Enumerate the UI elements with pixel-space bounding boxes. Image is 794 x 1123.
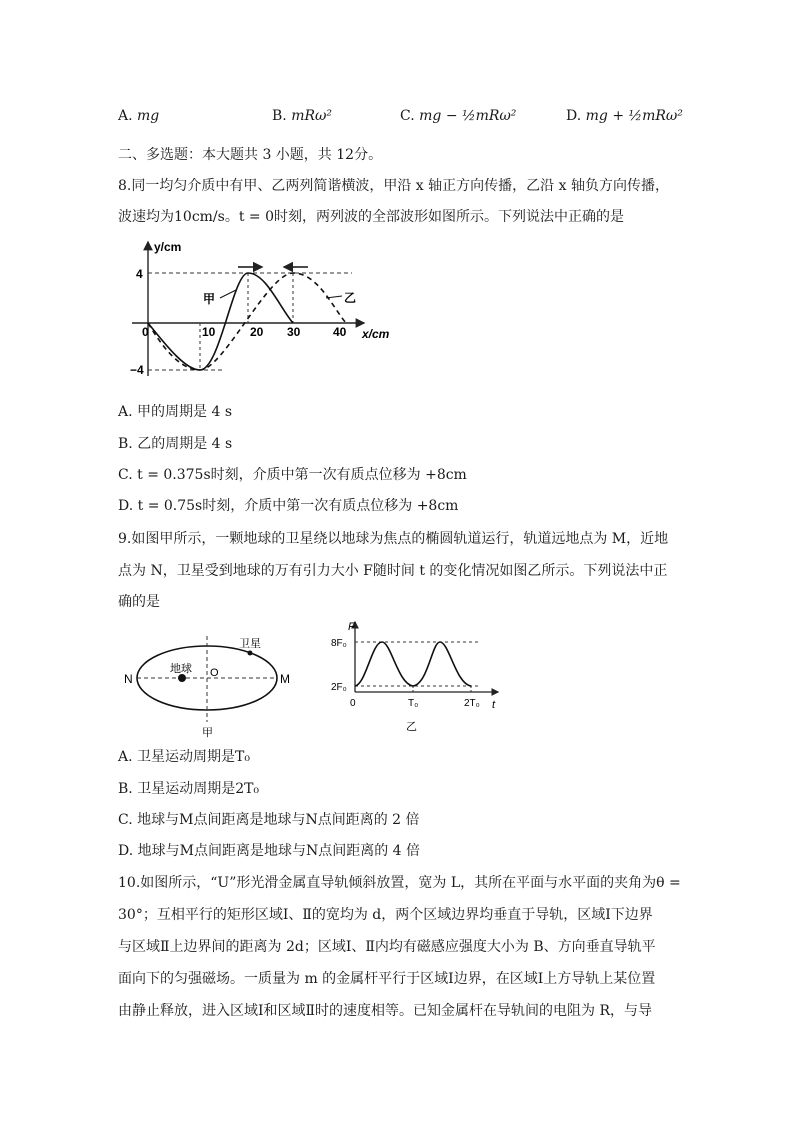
q9-orbit-figure [120,630,300,740]
f-tick-8f0: 8F₀ [331,638,347,649]
f-axis-label: F [348,621,355,633]
earth-dot [178,674,186,682]
force-curve [355,642,471,686]
q8-stem-line1: 8.同一均匀介质中有甲、乙两列简谐横波，甲沿 x 轴正方向传播，乙沿 x 轴负方向传播， [118,178,669,194]
q9-stem-line1: 9.如图甲所示，一颗地球的卫星绕以地球为焦点的椭圆轨道运行，轨道远地点为 M，近地 [118,531,669,547]
q10-line1: 10.如图所示，“U”形光滑金属直导轨倾斜放置，宽为 L，其所在平面与水平面的夹角为θ = [118,875,681,891]
q8-stem-line2: 波速均为10cm/s。t = 0时刻，两列波的全部波形如图所示。下列说法中正确的是 [118,209,624,225]
q7-option-b: B. mRω² [272,108,333,124]
point-n-label: N [124,672,133,686]
wave-jia-label: 甲 [203,292,216,306]
q9-option-a: A. 卫星运动周期是T₀ [118,749,250,765]
t-tick-0: 0 [350,698,356,709]
q9-option-d: D. 地球与M点间距离是地球与N点间距离的 4 倍 [118,843,421,859]
y-tick-neg4: −4 [130,363,144,377]
point-m-label: M [280,672,290,686]
y-axis-label: y/cm [154,240,182,254]
fig-yi-caption: 乙 [406,721,417,733]
q10-line2: 30°；互相平行的矩形区域Ⅰ、Ⅱ的宽均为 d，两个区域边界均垂直于导轨，区域Ⅰ下边界 [118,907,653,923]
q8-wave-figure [128,238,398,380]
f-tick-2f0: 2F₀ [331,682,347,693]
q9-option-c: C. 地球与M点间距离是地球与N点间距离的 2 倍 [118,812,420,828]
x-tick-20: 20 [250,325,264,339]
wave-yi [148,273,346,370]
q9-stem-line3: 确的是 [118,594,160,610]
x-tick-30: 30 [287,325,301,339]
q8-option-d: D. t = 0.75s时刻，介质中第一次有质点位移为 +8cm [118,498,459,514]
q8-option-b: B. 乙的周期是 4 s [118,436,233,452]
q9-stem-line2: 点为 N，卫星受到地球的万有引力大小 F随时间 t 的变化情况如图乙所示。下列说法中正 [118,563,668,579]
q10-line5: 由静止释放，进入区域Ⅰ和区域Ⅱ时的速度相等。已知金属杆在导轨间的电阻为 R，与导 [118,1003,653,1019]
center-label: O [210,667,219,679]
satellite-dot [248,651,253,656]
t-tick-t0: T₀ [408,698,419,709]
fig-jia-caption: 甲 [202,727,213,739]
wave-yi-label: 乙 [344,291,357,305]
q9-option-b: B. 卫星运动周期是2T₀ [118,781,260,797]
y-tick-4: 4 [136,267,143,281]
t-tick-2t0: 2T₀ [464,698,480,709]
q10-line4: 面向下的匀强磁场。一质量为 m 的金属杆平行于区域Ⅰ边界，在区域Ⅰ上方导轨上某位置 [118,971,656,987]
satellite-label: 卫星 [239,638,261,650]
q8-option-a: A. 甲的周期是 4 s [118,404,233,420]
x-tick-10: 10 [202,325,216,339]
section-heading: 二、多选题：本大题共 3 小题，共 12分。 [118,147,383,163]
earth-label: 地球 [170,663,192,675]
t-axis-label: t [492,699,496,711]
q7-option-a: A. mg [118,108,160,124]
x-tick-0: 0 [142,325,149,339]
q10-line3: 与区域Ⅱ上边界间的距离为 2d；区域Ⅰ、Ⅱ内均有磁感应强度大小为 B、方向垂直导轨平 [118,939,656,955]
x-tick-40: 40 [333,325,347,339]
q9-force-figure [328,618,508,736]
x-axis-label: x/cm [362,327,390,341]
q7-option-c: C. mg − ½mRω² [400,108,517,124]
q8-option-c: C. t = 0.375s时刻，介质中第一次有质点位移为 +8cm [118,467,467,483]
q7-option-d: D. mg + ½mRω² [566,108,683,124]
